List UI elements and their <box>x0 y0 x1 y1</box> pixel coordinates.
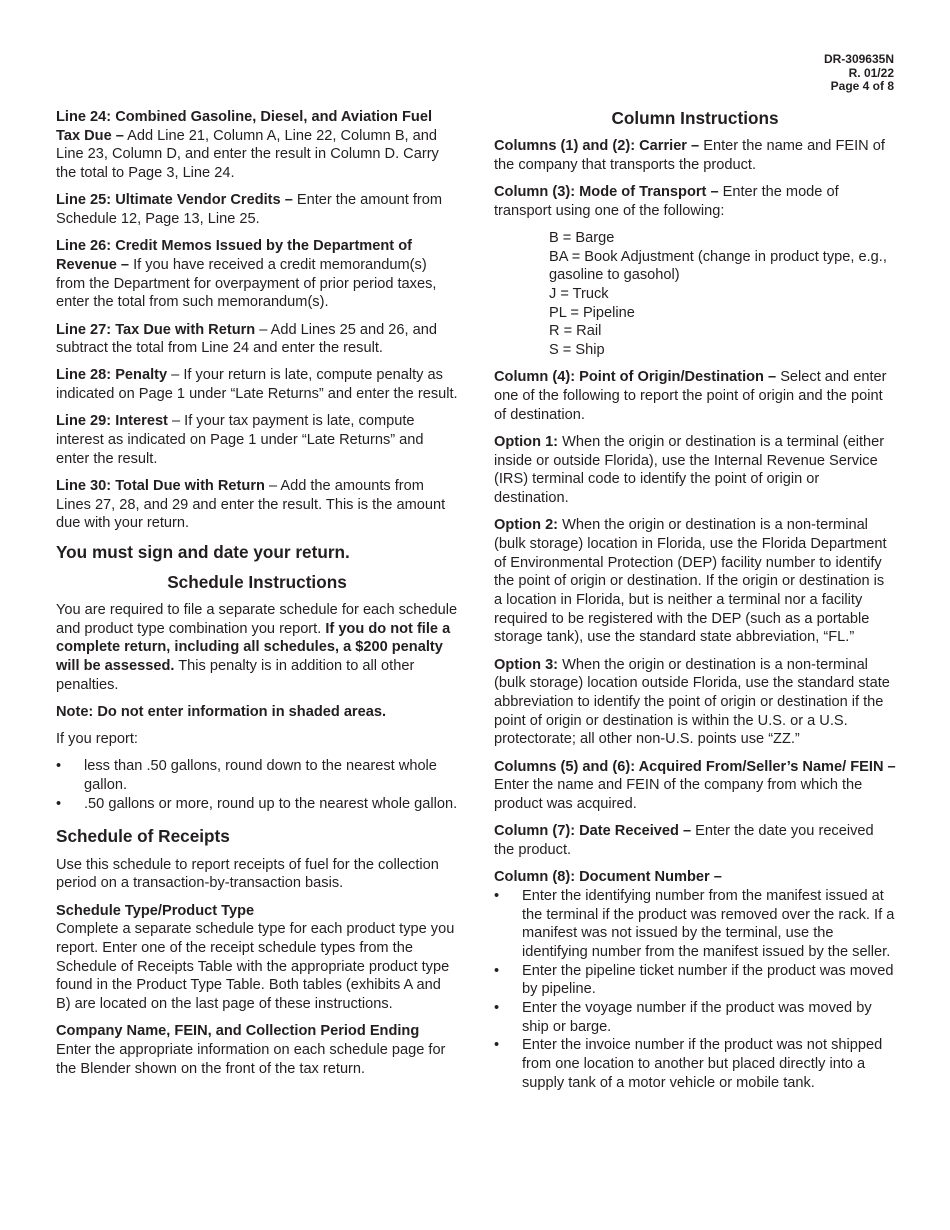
line-28-text: – If your return is late, compute penalty as indicated on Page 1 under “Late Returns” and enter the result. <box>56 367 458 403</box>
list-item: PL = Pipeline <box>549 304 635 321</box>
line-30-instruction <box>56 477 458 533</box>
option-1-text: When the origin or destination is a terminal (either inside or outside Florida), use the Internal Revenue Service (IRS) terminal code to identify the point of origin or destination. <box>494 433 885 506</box>
schedule-type-section <box>56 902 458 1014</box>
line-30-text: – Add the amounts from Lines 27, 28, and 29 and enter the result. This is the amount due with your return. <box>56 477 446 532</box>
list-item: • Enter the identifying number from the manifest issued at the terminal if the product was removed over the rack. If a manifest was not issued by the terminal, use the identifying number from the manifest issued by the seller. <box>494 887 896 962</box>
line-26-title: Line 26: Credit Memos Issued by the Department of Revenue – <box>56 238 412 273</box>
list-item: BA = Book Adjustment (change in product type, e.g., gasoline to gasohol) <box>549 248 887 284</box>
line-28-instruction <box>56 366 458 403</box>
transport-codes-list <box>549 229 896 360</box>
line-25-instruction <box>56 191 458 228</box>
list-item: B = Barge <box>549 229 615 246</box>
column-4-instruction <box>494 368 896 424</box>
column-3-title: Column (3): Mode of Transport – <box>494 183 719 200</box>
list-item: • Enter the invoice number if the product was not shipped from one location to another but placed directly into a supply tank of a motor vehicle or mobile tank. <box>494 1036 896 1092</box>
sign-notice: You must sign and date your return. <box>56 542 350 563</box>
schedule-intro-text1: You are required to file a separate schedule for each schedule and product type combination you report. <box>56 602 458 637</box>
option-2-text: When the origin or destination is a non-terminal (bulk storage) location in Florida, use the Florida Department of Environmental Protection (DEP) facility number to identify the point of origin or destination. If the origin or destination is a location in Florida, but is neither a terminal nor a facility required to be registered with the DEP (such as a portable storage tank), use the standard state abbreviation, “FL.” <box>494 517 887 646</box>
schedule-type-text: Complete a separate schedule type for each product type you report. Enter one of the receipt schedule types from the Schedule of Receipts Table with the appropriate product type found in the Product Type Table. Both tables (exhibits A and B) are located on the last page of these instructions. <box>56 921 455 1013</box>
list-item: J = Truck <box>549 285 609 302</box>
line-27-title: Line 27: Tax Due with Return <box>56 321 256 338</box>
column-3-text: Enter the mode of transport using one of the following: <box>494 183 839 219</box>
company-title: Company Name, FEIN, and Collection Period Ending <box>56 1023 420 1040</box>
if-you-report: If you report: <box>56 731 138 748</box>
company-section <box>56 1022 458 1078</box>
document-number-list <box>494 887 896 1093</box>
line-29-title: Line 29: Interest <box>56 413 168 430</box>
columns-5-6-title: Columns (5) and (6): Acquired From/Seller’s Name/ FEIN – <box>494 758 896 775</box>
option-3 <box>494 656 896 750</box>
schedule-intro-text2: This penalty is in addition to all other penalties. <box>56 658 415 693</box>
line-29-text: – If your tax payment is late, compute interest as indicated on Page 1 under “Late Returns” and enter the result. <box>56 413 424 467</box>
line-26-instruction <box>56 237 458 312</box>
columns-1-2-text: Enter the name and FEIN of the company that transports the product. <box>494 138 885 173</box>
line-28-title: Line 28: Penalty <box>56 367 168 384</box>
list-item: • Enter the pipeline ticket number if the product was moved by pipeline. <box>494 962 896 999</box>
page-number: Page 4 of 8 <box>830 79 894 93</box>
line-27-instruction <box>56 321 458 358</box>
option-2-title: Option 2: <box>494 517 559 534</box>
column-7-title: Column (7): Date Received – <box>494 823 692 840</box>
column-3-instruction <box>494 183 896 220</box>
line-24-text: Add Line 21, Column A, Line 22, Column B, and Line 23, Column D, and enter the result in Column D. Carry the total to Page 3, Line 24. <box>56 127 439 182</box>
form-revision: R. 01/22 <box>848 65 894 80</box>
line-30-title: Line 30: Total Due with Return <box>56 477 265 494</box>
left-column <box>56 108 458 1087</box>
list-item: • less than .50 gallons, round down to the nearest whole gallon. <box>56 757 458 794</box>
schedule-intro-penalty: If you do not file a complete return, including all schedules, a $200 penalty will be assessed. <box>56 620 451 675</box>
shaded-areas-note: Note: Do not enter information in shaded areas. <box>56 704 387 721</box>
option-1-title: Option 1: <box>494 433 559 450</box>
company-text: Enter the appropriate information on each schedule page for the Blender shown on the front of the tax return. <box>56 1041 446 1077</box>
form-id: DR-309635N <box>823 52 894 66</box>
columns-1-2-title: Columns (1) and (2): Carrier – <box>494 138 700 154</box>
column-7-instruction <box>494 822 896 859</box>
line-25-text: Enter the amount from Schedule 12, Page 13, Line 25. <box>56 192 443 228</box>
line-27-text: – Add Lines 25 and 26, and subtract the total from Line 24 and enter the result. <box>56 321 437 357</box>
receipts-heading: Schedule of Receipts <box>56 825 230 846</box>
columns-1-2-instruction <box>494 137 896 174</box>
list-item: R = Rail <box>549 323 602 340</box>
line-29-instruction <box>56 412 458 468</box>
rounding-list <box>56 757 458 813</box>
column-instructions-heading: Column Instructions <box>611 108 779 128</box>
column-7-text: Enter the date you received the product. <box>494 823 874 858</box>
line-26-text: If you have received a credit memorandum(s) from the Department for overpayment of prior period taxes, enter the total from such memorandum(s). <box>56 256 437 311</box>
columns-5-6-text: Enter the name and FEIN of the company from which the product was acquired. <box>494 777 863 812</box>
right-column <box>494 108 896 1101</box>
option-3-title: Option 3: <box>494 656 559 673</box>
option-3-text: When the origin or destination is a non-terminal (bulk storage) location outside Florida, use the standard state abbreviation to identify the point of origin or destination if the point of origin or destination is within the U.S. or a U.S. protectorate; all other non-U.S. points use “ZZ.” <box>494 656 890 748</box>
columns-5-6-instruction <box>494 758 896 814</box>
schedule-instructions-heading: Schedule Instructions <box>167 572 347 593</box>
line-24-instruction <box>56 108 458 183</box>
schedule-type-title: Schedule Type/Product Type <box>56 902 255 919</box>
list-item: • .50 gallons or more, round up to the nearest whole gallon. <box>56 795 458 814</box>
list-item: S = Ship <box>549 342 605 359</box>
list-item: • Enter the voyage number if the product was moved by ship or barge. <box>494 999 896 1036</box>
column-4-text: Select and enter one of the following to report the point of origin and the point of destination. <box>494 369 887 423</box>
line-24-title: Line 24: Combined Gasoline, Diesel, and Aviation Fuel Tax Due – <box>56 109 432 144</box>
option-2 <box>494 516 896 647</box>
column-4-title: Column (4): Point of Origin/Destination – <box>494 369 777 386</box>
option-1 <box>494 433 896 508</box>
line-25-title: Line 25: Ultimate Vendor Credits – <box>56 192 293 209</box>
schedule-intro <box>56 601 458 695</box>
form-header <box>824 53 894 94</box>
column-8-title: Column (8): Document Number – <box>494 869 722 886</box>
receipts-intro: Use this schedule to report receipts of fuel for the collection period on a transaction-by-transaction basis. <box>56 856 439 892</box>
